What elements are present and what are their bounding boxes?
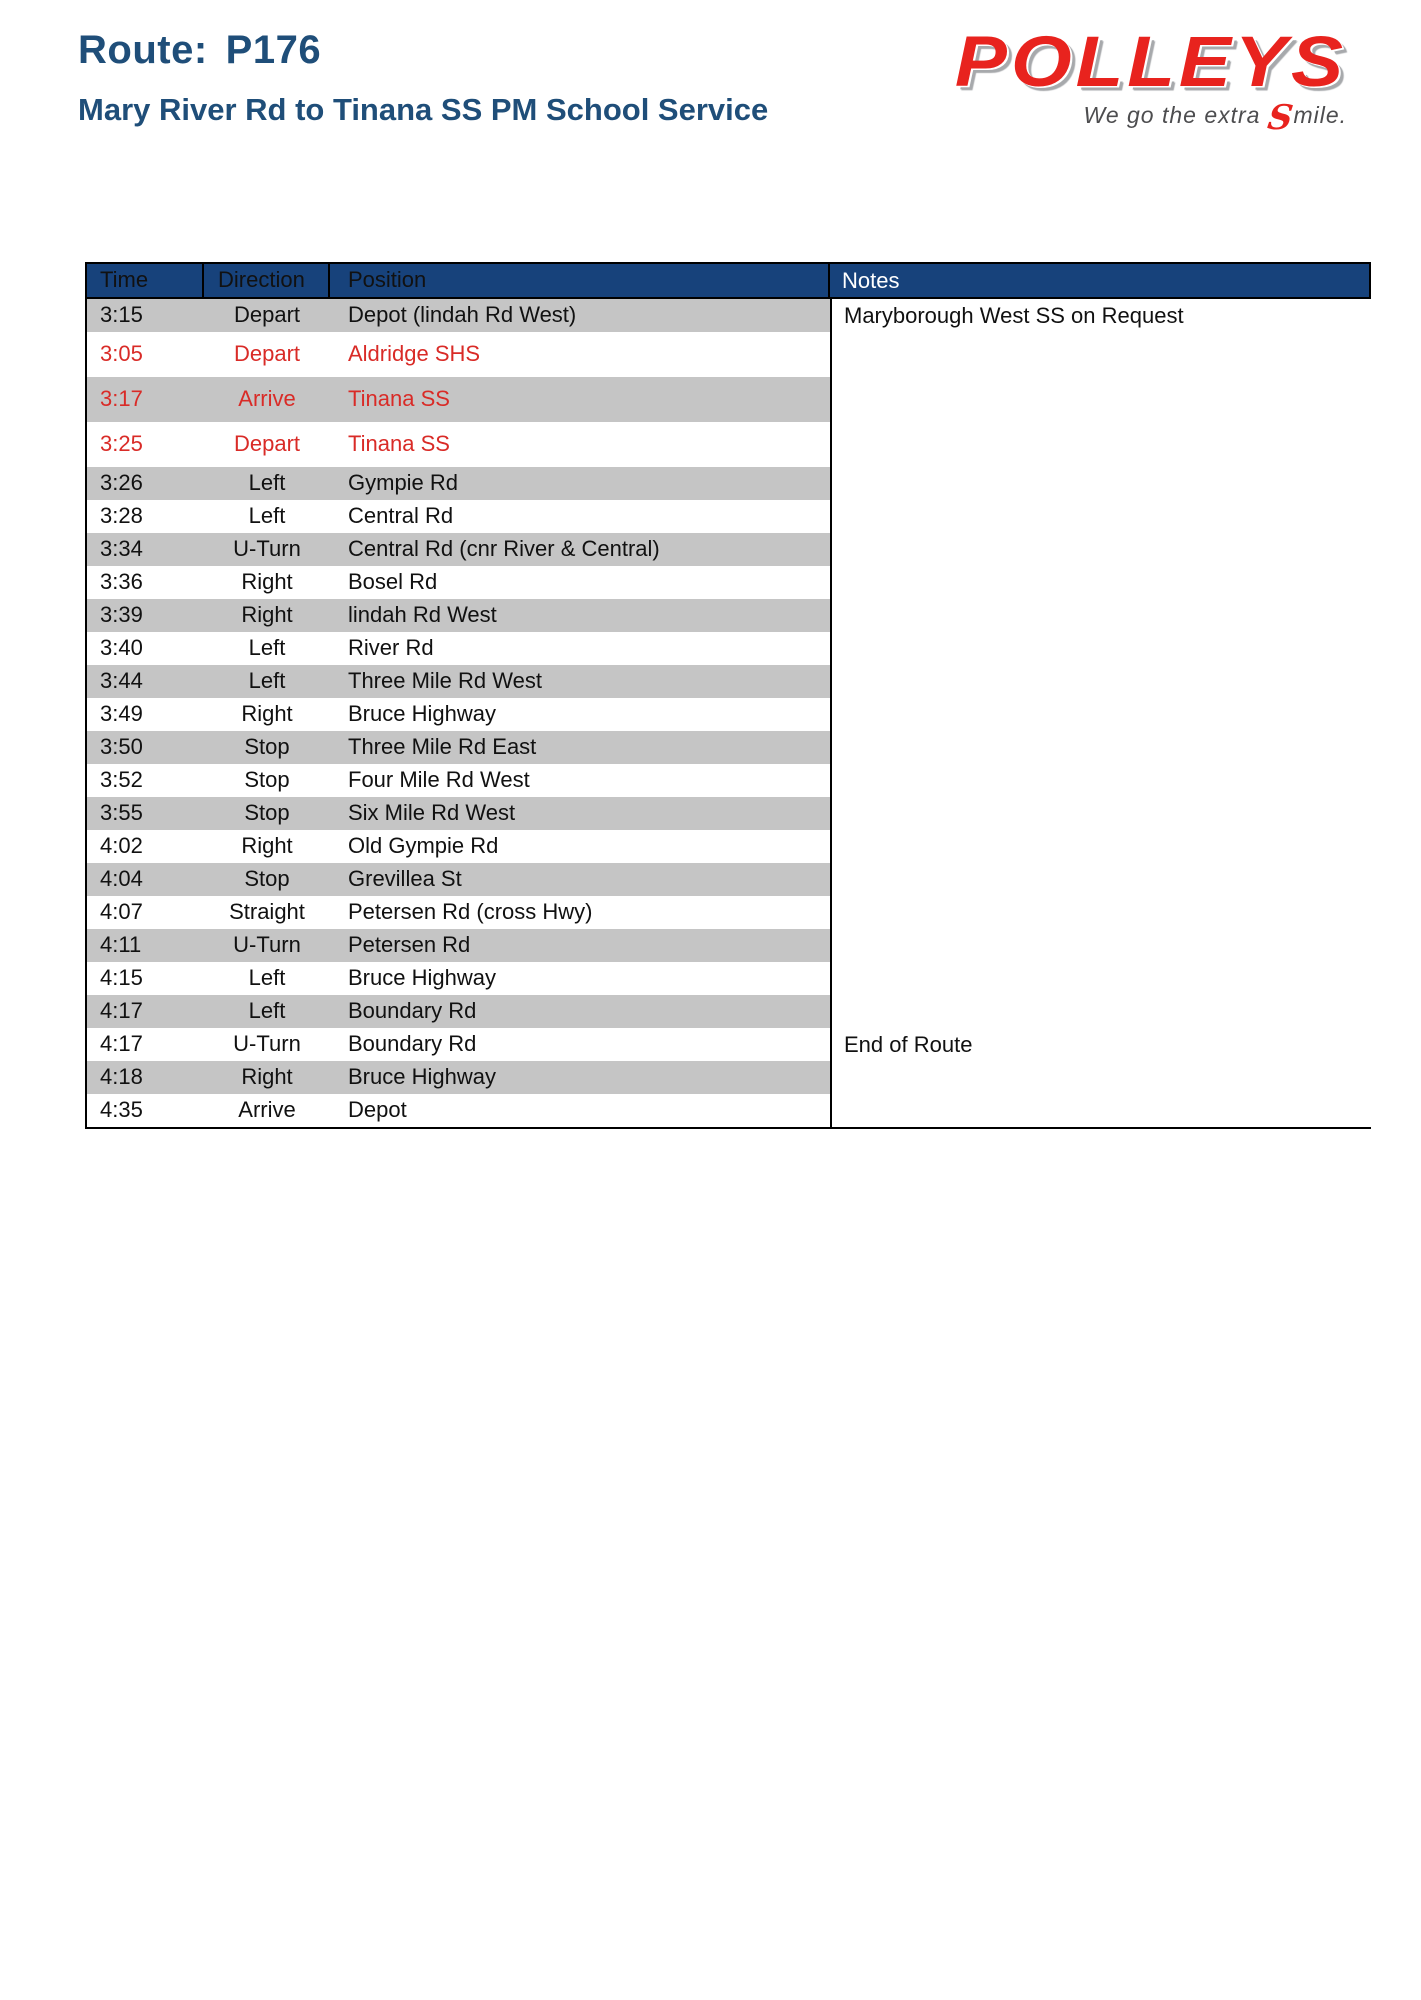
notes-cell bbox=[830, 632, 1371, 665]
time-cell: 4:15 bbox=[100, 965, 143, 991]
notes-cell bbox=[830, 599, 1371, 632]
table-row bbox=[87, 731, 1369, 764]
time-cell: 3:25 bbox=[100, 431, 143, 457]
table-row bbox=[87, 332, 1369, 377]
position-cell: Boundary Rd bbox=[348, 1031, 477, 1057]
time-cell: 3:36 bbox=[100, 569, 143, 595]
row-left-section bbox=[87, 764, 830, 797]
row-left-section bbox=[87, 500, 830, 533]
notes-cell bbox=[830, 764, 1371, 797]
notes-cell bbox=[830, 995, 1371, 1028]
row-left-section bbox=[87, 731, 830, 764]
polleys-logo-text: POLLEYS bbox=[954, 20, 1347, 102]
table-row bbox=[87, 665, 1369, 698]
position-cell: Tinana SS bbox=[348, 431, 450, 457]
row-left-section bbox=[87, 896, 830, 929]
table-row bbox=[87, 566, 1369, 599]
row-left-section bbox=[87, 1094, 830, 1127]
table-row bbox=[87, 299, 1369, 332]
route-label: Route: bbox=[78, 28, 208, 72]
table-row bbox=[87, 863, 1369, 896]
position-cell: Three Mile Rd West bbox=[348, 668, 542, 694]
header-cell-position: Position bbox=[348, 267, 427, 293]
position-cell: lindah Rd West bbox=[348, 602, 497, 628]
position-cell: Grevillea St bbox=[348, 866, 462, 892]
tagline-prefix: We go the extra bbox=[1083, 102, 1268, 128]
direction-cell: Right bbox=[241, 602, 293, 628]
notes-cell bbox=[830, 533, 1371, 566]
time-cell: 4:35 bbox=[100, 1097, 143, 1123]
time-cell: 4:17 bbox=[100, 998, 143, 1024]
notes-cell bbox=[830, 830, 1371, 863]
notes-cell bbox=[830, 896, 1371, 929]
position-cell: Bruce Highway bbox=[348, 1064, 496, 1090]
notes-cell bbox=[830, 731, 1371, 764]
notes-cell bbox=[830, 467, 1371, 500]
time-cell: 4:07 bbox=[100, 899, 143, 925]
notes-cell: Maryborough West SS on Request bbox=[830, 299, 1371, 332]
time-cell: 4:11 bbox=[100, 932, 142, 958]
position-cell: River Rd bbox=[348, 635, 434, 661]
row-left-section bbox=[87, 665, 830, 698]
position-cell: Central Rd bbox=[348, 503, 454, 529]
notes-cell bbox=[830, 566, 1371, 599]
table-body bbox=[87, 299, 1369, 1127]
position-cell: Tinana SS bbox=[348, 386, 450, 412]
table-row bbox=[87, 377, 1369, 422]
position-cell: Bruce Highway bbox=[348, 701, 496, 727]
row-left-section bbox=[87, 698, 830, 731]
header-cell-notes: Notes bbox=[828, 264, 1369, 297]
row-left-section bbox=[87, 377, 830, 422]
position-cell: Six Mile Rd West bbox=[348, 800, 516, 826]
row-left-section bbox=[87, 797, 830, 830]
direction-cell: Left bbox=[248, 470, 286, 496]
direction-cell: Arrive bbox=[238, 386, 296, 412]
page-title bbox=[78, 28, 321, 73]
position-cell: Four Mile Rd West bbox=[348, 767, 530, 793]
row-left-section bbox=[87, 1028, 830, 1061]
notes-cell bbox=[830, 929, 1371, 962]
notes-cell bbox=[830, 422, 1371, 467]
direction-cell: U-Turn bbox=[233, 1031, 301, 1057]
direction-cell: Right bbox=[241, 701, 293, 727]
notes-cell bbox=[830, 698, 1371, 731]
table-header-row bbox=[87, 264, 1369, 299]
notes-cell bbox=[830, 332, 1371, 377]
table-row bbox=[87, 929, 1369, 962]
schedule-table bbox=[85, 262, 1371, 1129]
row-left-section bbox=[87, 467, 830, 500]
notes-cell bbox=[830, 665, 1371, 698]
direction-cell: Left bbox=[248, 965, 286, 991]
position-cell: Three Mile Rd East bbox=[348, 734, 537, 760]
direction-cell: Depart bbox=[233, 302, 301, 328]
header-cell-direction: Direction bbox=[204, 264, 330, 297]
time-cell: 3:26 bbox=[100, 470, 143, 496]
time-cell: 3:52 bbox=[100, 767, 143, 793]
position-cell: Bruce Highway bbox=[348, 965, 496, 991]
table-row bbox=[87, 797, 1369, 830]
direction-cell: Right bbox=[241, 833, 293, 859]
table-row bbox=[87, 500, 1369, 533]
time-cell: 4:04 bbox=[100, 866, 143, 892]
notes-cell bbox=[830, 863, 1371, 896]
row-left-section bbox=[87, 599, 830, 632]
direction-cell: Left bbox=[248, 503, 286, 529]
direction-cell: Depart bbox=[233, 341, 301, 367]
tagline-suffix: mile. bbox=[1293, 102, 1347, 128]
table-row bbox=[87, 1061, 1369, 1094]
table-row bbox=[87, 533, 1369, 566]
table-row bbox=[87, 599, 1369, 632]
row-left-section bbox=[87, 299, 830, 332]
direction-cell: U-Turn bbox=[233, 932, 301, 958]
time-cell: 4:18 bbox=[100, 1064, 143, 1090]
direction-cell: Left bbox=[248, 668, 286, 694]
time-cell: 3:34 bbox=[100, 536, 143, 562]
header-cell-time: Time bbox=[87, 264, 204, 297]
position-cell: Central Rd (cnr River & Central) bbox=[348, 536, 660, 562]
direction-cell: Stop bbox=[244, 800, 290, 826]
notes-cell bbox=[830, 797, 1371, 830]
notes-cell bbox=[830, 1094, 1371, 1127]
row-left-section bbox=[87, 632, 830, 665]
direction-cell: Right bbox=[241, 1064, 293, 1090]
row-left-section bbox=[87, 332, 830, 377]
direction-cell: Stop bbox=[244, 734, 290, 760]
position-cell: Old Gympie Rd bbox=[348, 833, 499, 859]
time-cell: 3:44 bbox=[100, 668, 143, 694]
time-cell: 4:02 bbox=[100, 833, 143, 859]
time-cell: 3:40 bbox=[100, 635, 143, 661]
table-row bbox=[87, 632, 1369, 665]
time-cell: 3:05 bbox=[100, 341, 143, 367]
direction-cell: Left bbox=[248, 998, 286, 1024]
direction-cell: Right bbox=[241, 569, 293, 595]
time-cell: 3:49 bbox=[100, 701, 143, 727]
direction-cell: U-Turn bbox=[233, 536, 301, 562]
time-cell: 3:39 bbox=[100, 602, 143, 628]
row-left-section bbox=[87, 533, 830, 566]
page-subtitle: Mary River Rd to Tinana SS PM School Service bbox=[78, 92, 769, 127]
notes-cell bbox=[830, 500, 1371, 533]
row-left-section bbox=[87, 566, 830, 599]
position-cell: Gympie Rd bbox=[348, 470, 459, 496]
row-left-section bbox=[87, 995, 830, 1028]
direction-cell: Stop bbox=[244, 866, 290, 892]
row-left-section bbox=[87, 962, 830, 995]
row-left-section bbox=[87, 929, 830, 962]
table-row bbox=[87, 764, 1369, 797]
table-row bbox=[87, 1028, 1369, 1061]
position-cell: Petersen Rd (cross Hwy) bbox=[348, 899, 593, 925]
notes-cell bbox=[830, 962, 1371, 995]
table-row bbox=[87, 830, 1369, 863]
position-cell: Depot bbox=[348, 1097, 407, 1123]
logo-tagline: We go the extra Smile. bbox=[1083, 98, 1347, 138]
direction-cell: Stop bbox=[244, 767, 290, 793]
route-number: P176 bbox=[225, 28, 322, 72]
row-left-section bbox=[87, 830, 830, 863]
position-cell: Aldridge SHS bbox=[348, 341, 481, 367]
position-cell: Bosel Rd bbox=[348, 569, 438, 595]
time-cell: 3:28 bbox=[100, 503, 143, 529]
table-row bbox=[87, 422, 1369, 467]
position-cell: Boundary Rd bbox=[348, 998, 477, 1024]
time-cell: 3:15 bbox=[100, 302, 143, 328]
time-cell: 3:55 bbox=[100, 800, 143, 826]
position-cell: Petersen Rd bbox=[348, 932, 471, 958]
position-cell: Depot (lindah Rd West) bbox=[348, 302, 577, 328]
row-left-section bbox=[87, 422, 830, 467]
table-row bbox=[87, 467, 1369, 500]
direction-cell: Left bbox=[248, 635, 286, 661]
time-cell: 3:17 bbox=[100, 386, 143, 412]
direction-cell: Straight bbox=[229, 899, 305, 925]
direction-cell: Arrive bbox=[238, 1097, 296, 1123]
time-cell: 3:50 bbox=[100, 734, 143, 760]
table-row bbox=[87, 962, 1369, 995]
table-row bbox=[87, 698, 1369, 731]
time-cell: 4:17 bbox=[100, 1031, 143, 1057]
table-row bbox=[87, 896, 1369, 929]
table-row bbox=[87, 1094, 1369, 1127]
row-left-section bbox=[87, 863, 830, 896]
notes-cell bbox=[830, 377, 1371, 422]
notes-cell: End of Route bbox=[830, 1028, 1371, 1061]
company-logo bbox=[954, 20, 1347, 138]
notes-cell bbox=[830, 1061, 1371, 1094]
row-left-section bbox=[87, 1061, 830, 1094]
direction-cell: Depart bbox=[233, 431, 301, 457]
table-row bbox=[87, 995, 1369, 1028]
